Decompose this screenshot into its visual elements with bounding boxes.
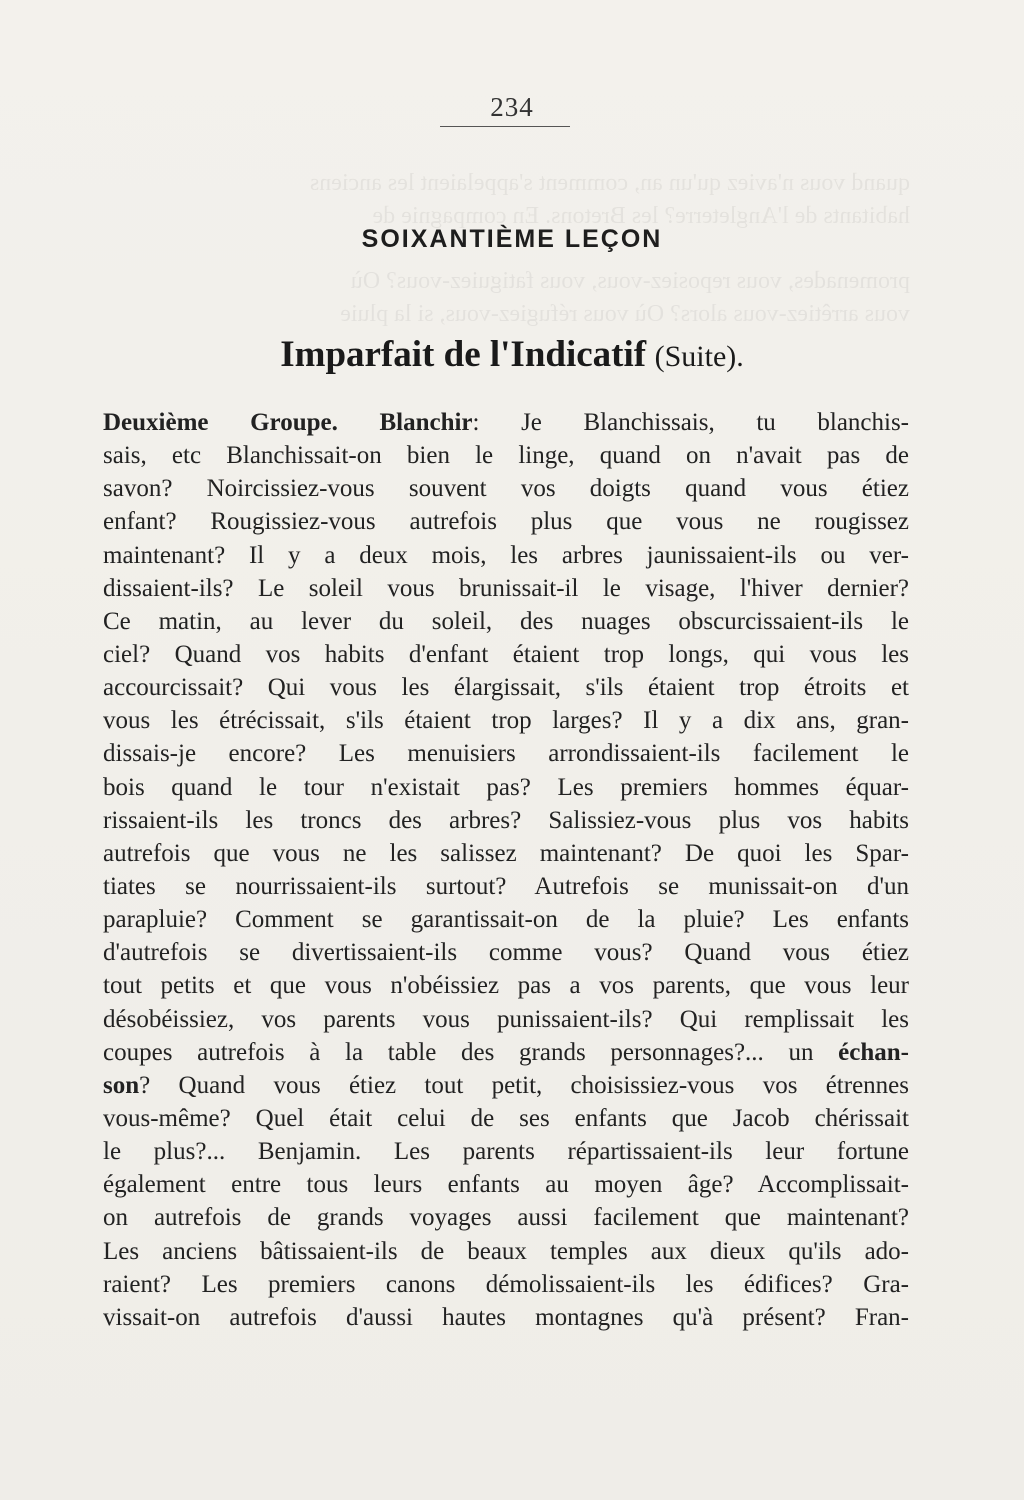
bleed-through-shadow-4: vous arrêtiez-vous alors? Où vous réfugiez-vous, si la pluie <box>340 301 910 327</box>
text-line: désobéissiez, vos parents vous punissaient-ils? Qui remplissait les <box>103 1005 909 1033</box>
text-line: parapluie? Comment se garantissait-on de la pluie? Les enfants <box>103 906 909 934</box>
text-line: raient? Les premiers canons démolissaient-ils les édifices? Gra- <box>103 1270 909 1298</box>
text-line: enfant? Rougissiez-vous autrefois plus que vous ne rougissez <box>103 508 909 536</box>
bleed-through-shadow-3: promenades, vous reposiez-vous, vous fatiguiez-vous? Où <box>350 268 910 294</box>
page-number: 234 <box>490 92 534 122</box>
text-line: Ce matin, au lever du soleil, des nuages obscurcissaient-ils le <box>103 607 909 635</box>
text-line: vous les étrécissait, s'ils étaient trop larges? Il y a dix ans, gran- <box>103 707 909 735</box>
section-title-suite: (Suite). <box>654 340 744 373</box>
text-line: savon? Noircissiez-vous souvent vos doigts quand vous étiez <box>103 475 909 503</box>
text-line: d'autrefois se divertissaient-ils comme vous? Quand vous étiez <box>103 939 909 967</box>
section-title <box>0 333 1024 376</box>
bold-term-echanson-cont: son <box>103 1071 140 1099</box>
text-line: sais, etc Blanchissait-on bien le linge, quand on n'avait pas de <box>103 442 909 470</box>
text-line: rissaient-ils les troncs des arbres? Salissiez-vous plus vos habits <box>103 806 909 834</box>
bleed-through-shadow-1: quand vous n'aviez qu'un an, comment s'appelaient les anciens <box>309 170 910 196</box>
bold-term-echanson: échan- <box>838 1038 909 1066</box>
text-line: vous-même? Quel était celui de ses enfants que Jacob chérissait <box>103 1104 909 1132</box>
bleed-through-shadow-2: habitants de l'Angleterre? les Bretons. En compagnie de <box>372 203 910 229</box>
text-line: tout petits et que vous n'obéissiez pas a vos parents, que vous leur <box>103 972 909 1000</box>
text-line: autrefois que vous ne les salissez maintenant? De quoi les Spar- <box>103 839 909 867</box>
text-line: tiates se nourrissaient-ils surtout? Autrefois se munissait-on d'un <box>103 872 909 900</box>
text-line: dissaient-ils? Le soleil vous brunissait-il le visage, l'hiver dernier? <box>103 574 909 602</box>
text-line: le plus?... Benjamin. Les parents répartissaient-ils leur fortune <box>103 1138 909 1166</box>
text-line: Les anciens bâtissaient-ils de beaux temples aux dieux qu'ils ado- <box>103 1237 909 1265</box>
chapter-title: SOIXANTIÈME LEÇON <box>361 225 663 253</box>
text-line: vissait-on autrefois d'aussi hautes montagnes qu'à présent? Fran- <box>103 1303 909 1331</box>
text-line: on autrefois de grands voyages aussi facilement que maintenant? <box>103 1204 909 1232</box>
page-number-rule <box>440 126 570 127</box>
text-line: maintenant? Il y a deux mois, les arbres jaunissaient-ils ou ver- <box>103 541 909 569</box>
text-line: ciel? Quand vos habits d'enfant étaient trop longs, qui vous les <box>103 640 909 668</box>
text-line: accourcissait? Qui vous les élargissait, s'ils étaient trop étroits et <box>103 674 909 702</box>
text-line: dissais-je encore? Les menuisiers arrondissaient-ils facilement le <box>103 740 909 768</box>
text-line: également entre tous leurs enfants au moyen âge? Accomplissait- <box>103 1171 909 1199</box>
lead-bold-heading: Deuxième Groupe. Blanchir <box>103 409 473 436</box>
body-paragraph <box>103 406 909 1334</box>
text-line: son? Quand vous étiez tout petit, choisissiez-vous vos étrennes <box>103 1071 909 1099</box>
text-line: bois quand le tour n'existait pas? Les premiers hommes équar- <box>103 773 909 801</box>
section-title-main: Imparfait de l'Indicatif <box>280 334 647 375</box>
text-line: Deuxième Groupe. Blanchir: Je Blanchissais, tu blanchis- <box>103 409 910 436</box>
text-line: coupes autrefois à la table des grands personnages?... un échan- <box>103 1038 909 1066</box>
